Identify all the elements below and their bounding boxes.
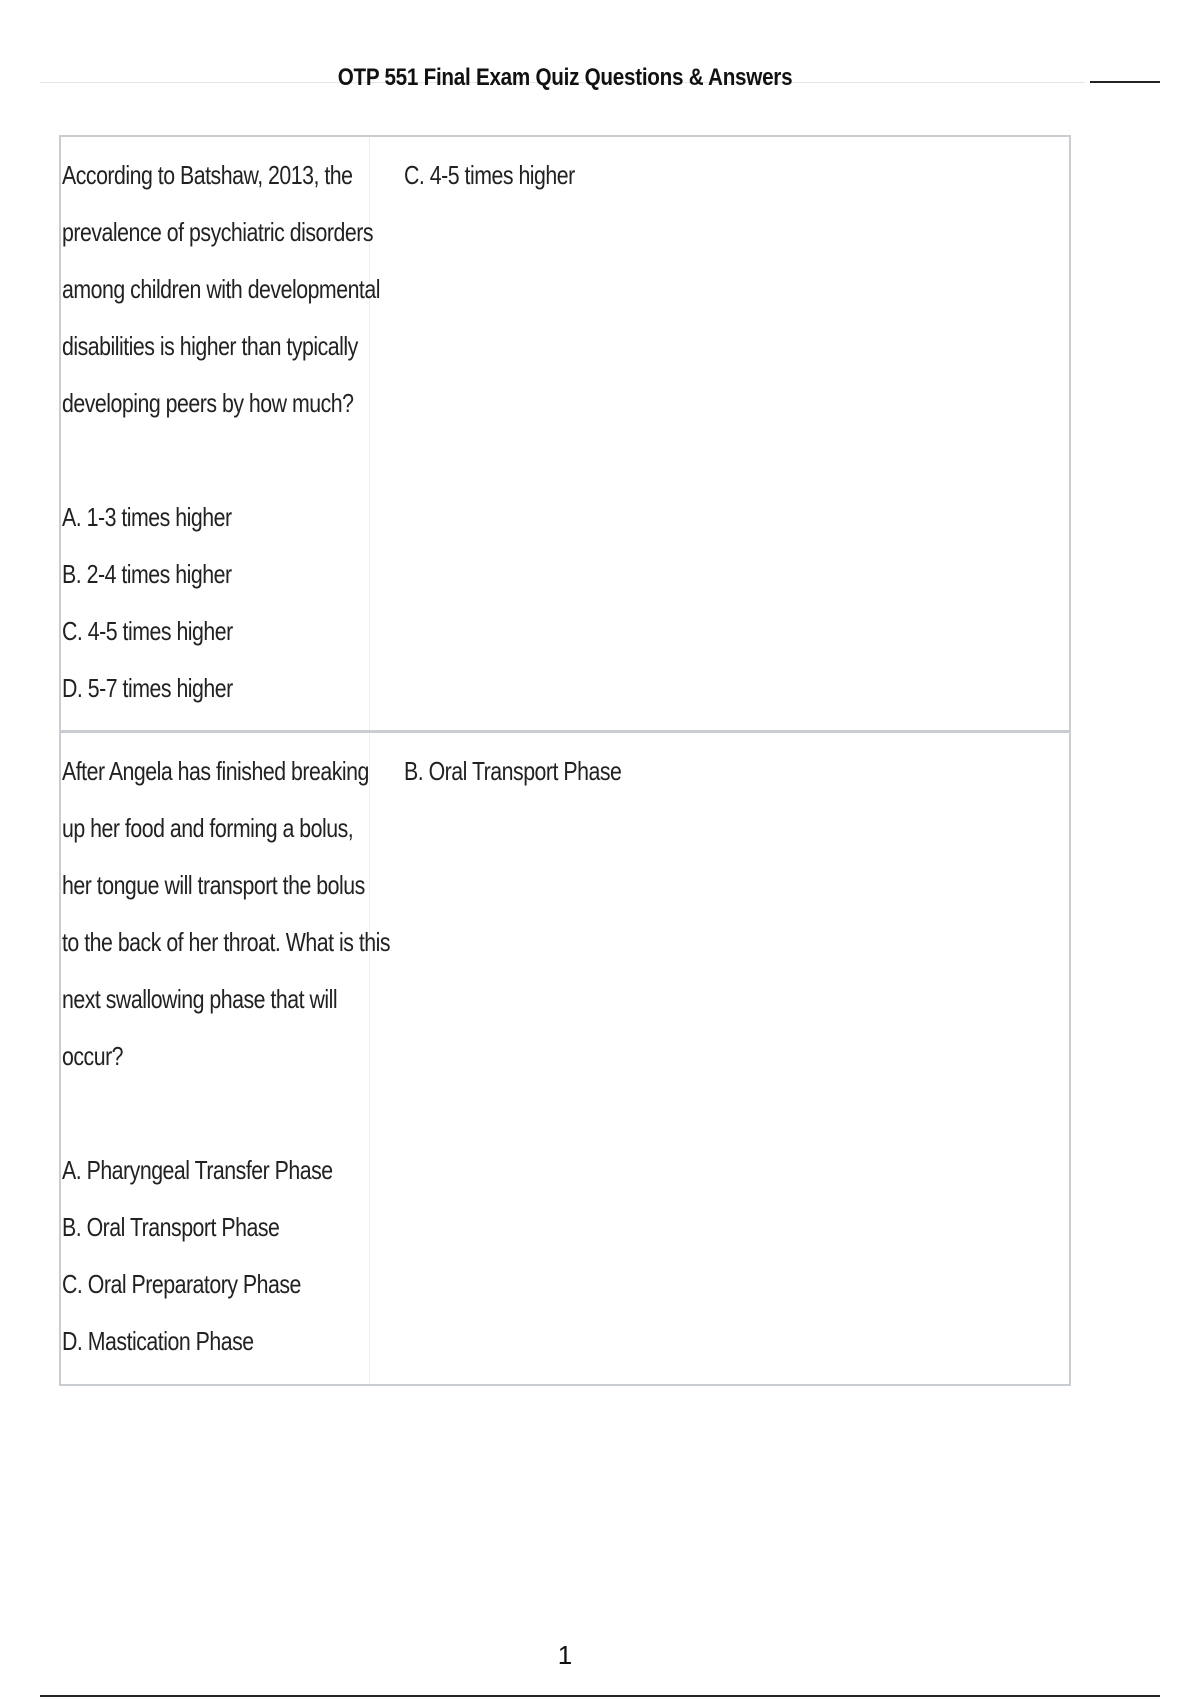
question-text-line: among children with developmental xyxy=(62,274,380,304)
answer-option: B. Oral Transport Phase xyxy=(62,1212,280,1242)
footer-rule xyxy=(40,1695,1160,1697)
spacer xyxy=(62,1085,369,1142)
answer-option: D. Mastication Phase xyxy=(62,1326,254,1356)
page-number: 1 xyxy=(557,1640,573,1670)
qa-row xyxy=(61,137,1069,733)
question-cell xyxy=(61,137,380,730)
question-cell xyxy=(61,733,391,1384)
question-text-line: her tongue will transport the bolus xyxy=(62,870,365,900)
correct-answer: B. Oral Transport Phase xyxy=(404,756,622,786)
correct-answer: C. 4-5 times higher xyxy=(404,160,575,190)
question-text-line: up her food and forming a bolus, xyxy=(62,813,354,843)
qa-row xyxy=(61,733,1069,1384)
question-text-line: prevalence of psychiatric disorders xyxy=(62,217,374,247)
answer-option: B. 2-4 times higher xyxy=(62,559,232,589)
qa-table xyxy=(59,135,1071,1386)
answer-option: C. 4-5 times higher xyxy=(62,616,233,646)
question-text-line: After Angela has finished breaking xyxy=(62,756,369,786)
header-rule-accent xyxy=(1090,81,1160,83)
answer-option: D. 5-7 times higher xyxy=(62,673,233,703)
answer-cell xyxy=(370,733,1069,1384)
answer-option: A. 1-3 times higher xyxy=(62,502,232,532)
question-text-line: next swallowing phase that will xyxy=(62,984,338,1014)
answer-option: C. Oral Preparatory Phase xyxy=(62,1269,301,1299)
question-text-line: developing peers by how much? xyxy=(62,388,354,418)
question-text-line: According to Batshaw, 2013, the xyxy=(62,160,353,190)
question-text-line: to the back of her throat. What is this xyxy=(62,927,391,957)
question-text-line: occur? xyxy=(62,1041,124,1071)
document-title: OTP 551 Final Exam Quiz Questions & Answers xyxy=(337,64,793,91)
question-text-line: disabilities is higher than typically xyxy=(62,331,358,361)
spacer xyxy=(62,432,369,489)
answer-option: A. Pharyngeal Transfer Phase xyxy=(62,1155,333,1185)
answer-cell xyxy=(370,137,1069,730)
